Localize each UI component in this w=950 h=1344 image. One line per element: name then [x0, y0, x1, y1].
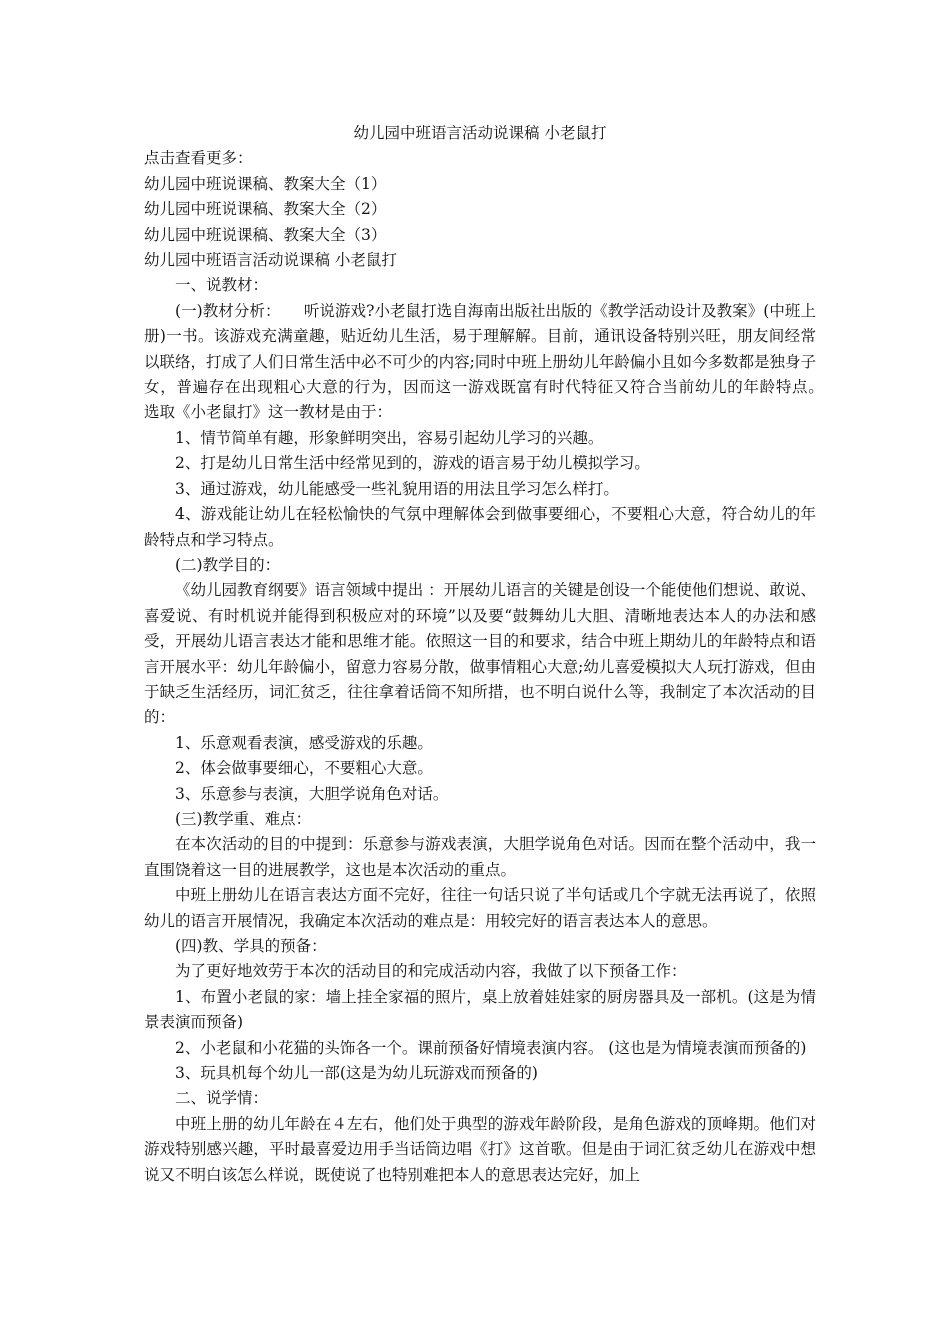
related-link-2[interactable]: 幼儿园中班说课稿、教案大全（2） — [144, 200, 387, 219]
paragraph: 在本次活动的目的中提到：乐意参与游戏表演，大胆学说角色对话。因而在整个活动中，我一直围饶着这一目的进展教学，这也是本次活动的重点。 — [144, 835, 816, 879]
subsection-heading: (二)教学目的： — [175, 555, 281, 574]
paragraph: 中班上册的幼儿年龄在４左右，他们处于典型的游戏年龄阶段，是角色游戏的顶峰期。他们对游戏特别感兴趣，平时最喜爱边用手当话筒边唱《打》这首歌。但是由于词汇贫乏幼儿在游戏中想说又不明白该怎么样说，既使说了也特别难把本人的意思表达完好，加上 — [144, 1114, 816, 1184]
document-title: 幼儿园中班语言活动说课稿 小老鼠打 — [353, 124, 607, 142]
related-link-3[interactable]: 幼儿园中班说课稿、教案大全（3） — [144, 225, 387, 244]
list-item: 2、打是幼儿日常生活中经常见到的，游戏的语言易于幼儿模拟学习。 — [175, 454, 650, 473]
subsection-heading: (三)教学重、难点： — [175, 809, 312, 828]
list-item: 4、游戏能让幼儿在轻松愉快的气氛中理解体会到做事要细心，不要粗心大意，符合幼儿的年龄特点和学习特点。 — [144, 505, 816, 549]
list-item: 2、小老鼠和小花猫的头饰各一个。课前预备好情境表演内容。 (这也是为情境表演而预备的) — [175, 1038, 807, 1057]
section-heading: 二、说学情： — [175, 1089, 269, 1108]
more-prompt: 点击查看更多： — [144, 149, 253, 168]
document-subtitle: 幼儿园中班语言活动说课稿 小老鼠打 — [144, 251, 397, 270]
paragraph: 为了更好地效劳于本次的活动目的和完成活动内容，我做了以下预备工作： — [175, 962, 687, 981]
list-item: 3、乐意参与表演，大胆学说角色对话。 — [175, 784, 449, 803]
related-link-1[interactable]: 幼儿园中班说课稿、教案大全（1） — [144, 174, 387, 193]
subsection-heading: (四)教、学具的预备： — [175, 937, 327, 955]
paragraph: 《幼儿园教育纲要》语言领域中提出 ：开展幼儿语言的关键是创设一个能使他们想说、敢说、喜爱说、有时机说并能得到积极应对的环境”以及要“鼓舞幼儿大胆、清晰地表达本人的办法和感受，开展幼儿语言表达才能和思维才能。依照这一目的和要求，结合中班上期幼儿的年龄特点和语言开展水平：幼儿年龄偏小，留意力容易分散，做事情粗心大意;幼儿喜爱模拟大人玩打游戏，但由于缺乏生活经历，词汇贫乏，往往拿着话筒不知所措，也不明白说什么等，我制定了本次活动的目的： — [144, 581, 816, 727]
list-item: 1、乐意观看表演，感受游戏的乐趣。 — [175, 733, 433, 752]
document-page — [144, 121, 848, 1188]
paragraph: (一)教材分析： 听说游戏?小老鼠打选自海南出版社出版的《教学活动设计及教案》(中班上册)一书。该游戏充满童趣，贴近幼儿生活，易于理解解。目前，通讯设备特别兴旺，朋友间经常以联络，打成了人们日常生活中必不可少的内容;同时中班上册幼儿年龄偏小且如今多数都是独身子女，普遍存在出现粗心大意的行为，因而这一游戏既富有时代特征又符合当前幼儿的年龄特点。 选取《小老鼠打》这一教材是由于： — [144, 301, 848, 422]
list-item: 2、体会做事要细心，不要粗心大意。 — [175, 759, 433, 778]
list-item: 1、布置小老鼠的家：墙上挂全家福的照片，桌上放着娃娃家的厨房器具及一部机。(这是为情景表演而预备) — [144, 987, 816, 1032]
section-heading: 一、说教材： — [175, 276, 269, 295]
list-item: 3、玩具机每个幼儿一部(这是为幼儿玩游戏而预备的) — [175, 1064, 538, 1083]
list-item: 3、通过游戏，幼儿能感受一些礼貌用语的用法且学习怎么样打。 — [175, 479, 619, 498]
list-item: 1、情节简单有趣，形象鲜明突出，容易引起幼儿学习的兴趣。 — [175, 428, 604, 447]
paragraph: 中班上册幼儿在语言表达方面不完好，往往一句话只说了半句话或几个字就无法再说了，依照幼儿的语言开展情况，我确定本次活动的难点是：用较完好的语言表达本人的意思。 — [144, 886, 816, 930]
